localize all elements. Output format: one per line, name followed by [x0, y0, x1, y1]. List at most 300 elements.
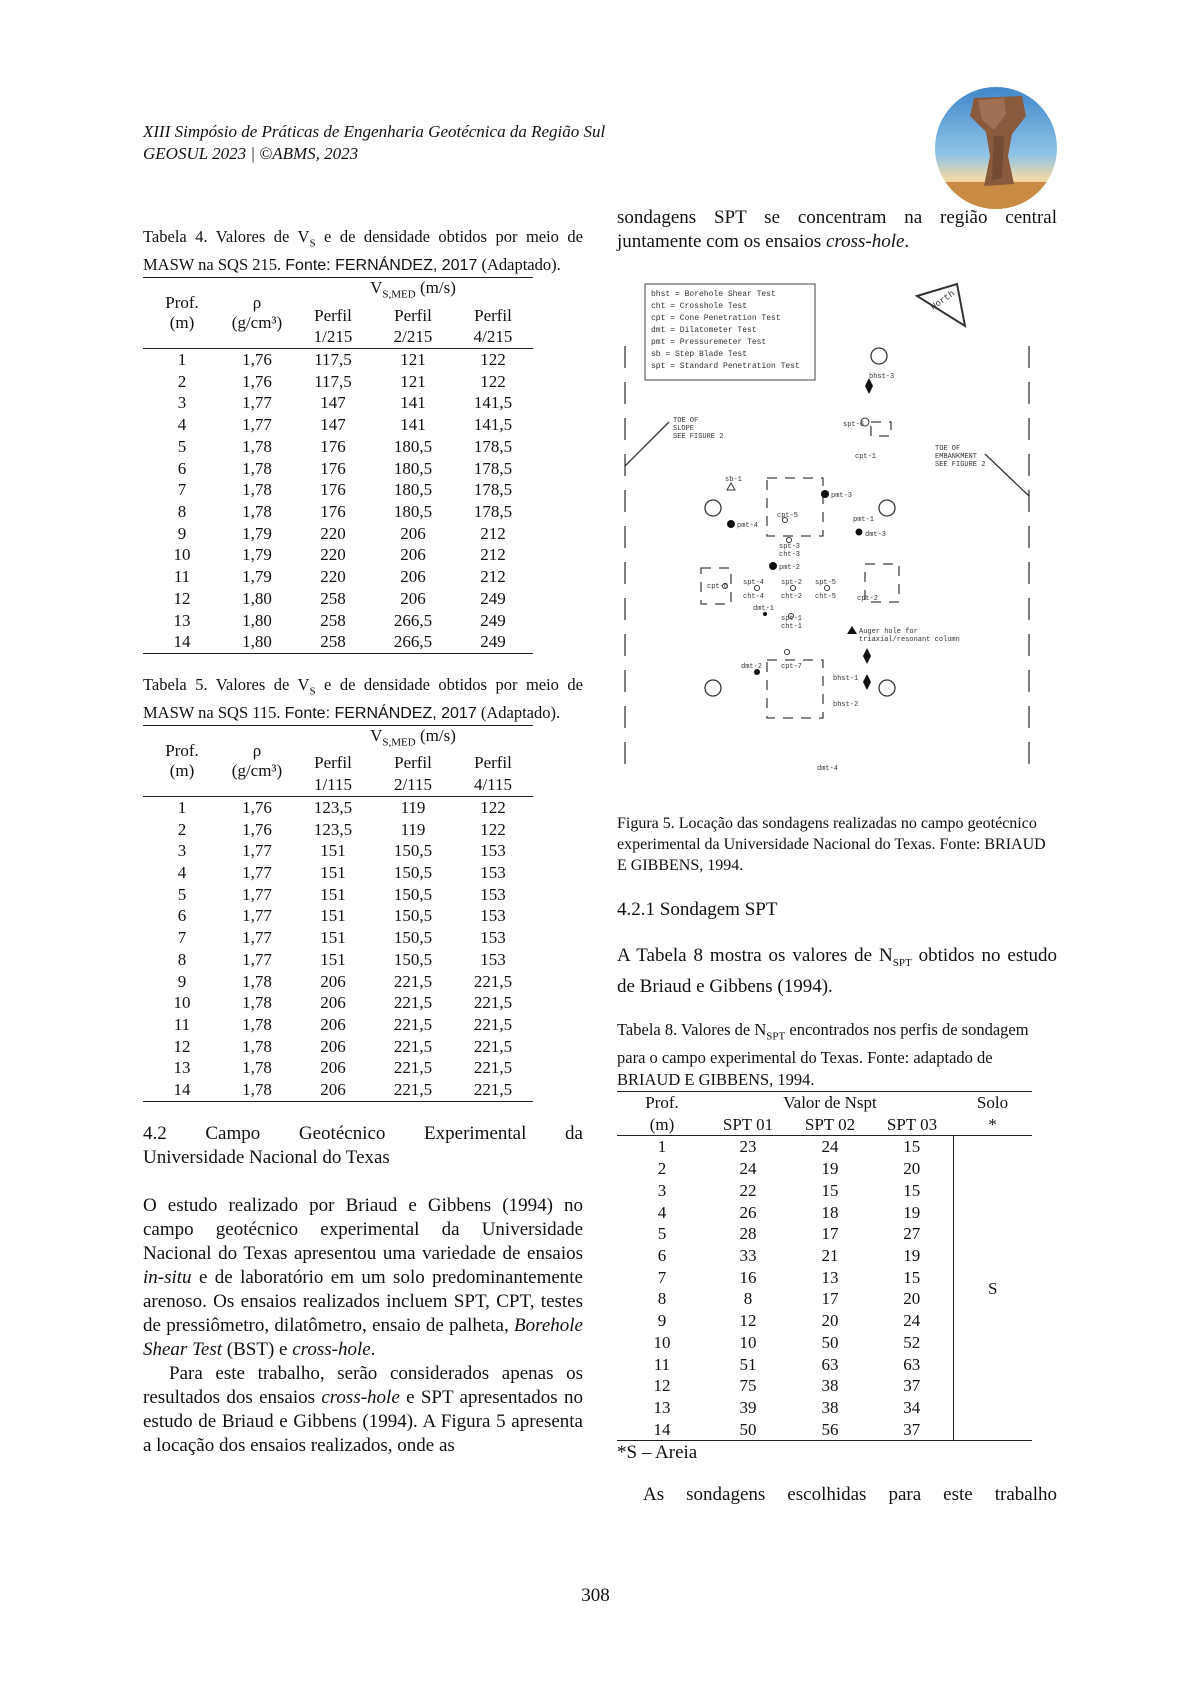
legend-item: cht = Crosshole Test — [651, 302, 748, 311]
table-row — [143, 819, 533, 841]
table-cell: 1,77 — [242, 949, 272, 969]
table-cell: 153 — [480, 863, 506, 883]
table-cell: 180,5 — [393, 436, 433, 456]
table-cell: 151 — [320, 884, 346, 904]
table-cell: 1,80 — [242, 610, 272, 630]
table-cell: 15 — [903, 1137, 921, 1157]
table-cell: 212 — [480, 545, 506, 565]
table-row — [143, 927, 533, 949]
svg-text:TOE OF: TOE OF — [935, 445, 961, 453]
table-cell: 1,78 — [242, 1080, 272, 1100]
table-cell: 121 — [400, 350, 426, 370]
table-header: 1/215 — [313, 327, 353, 347]
table-cell: 220 — [320, 523, 346, 543]
table-cell: 15 — [903, 1267, 921, 1287]
svg-text:pmt-2: pmt-2 — [779, 564, 801, 572]
table-cell: 2 — [657, 1159, 667, 1179]
table-header: Prof. (m) — [165, 741, 199, 781]
table-cell: 1,77 — [242, 841, 272, 861]
table-cell: 151 — [320, 906, 346, 926]
table-cell: 63 — [903, 1354, 921, 1374]
svg-text:bhst-1: bhst-1 — [833, 675, 859, 683]
table-header: Perfil — [314, 753, 352, 773]
table-row — [143, 631, 533, 653]
legend-item: sb = Step Blade Test — [651, 350, 748, 359]
table-cell: 1 — [657, 1137, 667, 1157]
table-cell: 1,77 — [242, 415, 272, 435]
table-cell: 153 — [480, 884, 506, 904]
table-row — [143, 992, 533, 1014]
svg-text:EMBANKMENT: EMBANKMENT — [935, 453, 978, 461]
table-5 — [143, 725, 533, 1102]
svg-text:bhst-2: bhst-2 — [833, 701, 859, 709]
table-cell: 28 — [739, 1224, 757, 1244]
table-cell: 150,5 — [393, 884, 433, 904]
table-row — [143, 371, 533, 393]
section-4-2-1-heading: 4.2.1 Sondagem SPT — [617, 899, 778, 920]
table-header: Perfil — [394, 305, 432, 325]
table-cell: 150,5 — [393, 841, 433, 861]
table-row — [143, 862, 533, 884]
table-cell: 258 — [320, 632, 346, 652]
table-cell: 13 — [653, 1397, 671, 1417]
svg-text:cht-5: cht-5 — [815, 593, 837, 601]
svg-text:cht-3: cht-3 — [779, 551, 801, 559]
table-cell: 39 — [739, 1397, 757, 1417]
table-cell: 1,78 — [242, 480, 272, 500]
table-cell: 153 — [480, 949, 506, 969]
table-cell: 50 — [821, 1332, 839, 1352]
table-cell: 1,78 — [242, 501, 272, 521]
table-cell: 24 — [903, 1311, 921, 1331]
table-header: Perfil — [314, 305, 352, 325]
table-cell: 1,76 — [242, 371, 272, 391]
table-header: (m) — [649, 1114, 675, 1134]
probe-labels — [707, 373, 960, 773]
table-cell: 1,77 — [242, 884, 272, 904]
table-cell: 141,5 — [473, 393, 513, 413]
table-cell: 151 — [320, 949, 346, 969]
table-cell: 1,77 — [242, 863, 272, 883]
svg-text:pmt-1: pmt-1 — [853, 516, 875, 524]
table-cell: 150,5 — [393, 949, 433, 969]
table-cell: 258 — [320, 588, 346, 608]
table-cell: 220 — [320, 567, 346, 587]
table-row — [143, 414, 533, 436]
table-cell: 50 — [739, 1419, 757, 1439]
table-cell: 206 — [320, 1036, 346, 1056]
svg-text:sb-1: sb-1 — [725, 476, 742, 484]
table-cell: 24 — [739, 1159, 757, 1179]
table-cell: 27 — [903, 1224, 921, 1244]
table-cell: 220 — [320, 545, 346, 565]
table-cell: 119 — [400, 819, 426, 839]
table-5-body — [143, 796, 533, 1101]
table-cell: 10 — [173, 993, 191, 1013]
table-cell: 26 — [739, 1202, 757, 1222]
table-cell: 206 — [320, 1015, 346, 1034]
table-cell: 8 — [177, 501, 187, 521]
table-cell: 34 — [903, 1397, 921, 1417]
table-cell: 206 — [320, 971, 346, 991]
table-cell: 38 — [821, 1376, 839, 1396]
table-cell: 13 — [173, 610, 191, 630]
legend-item: pmt = Pressuremeter Test — [651, 338, 767, 347]
table-cell: 178,5 — [473, 458, 513, 478]
table-cell: 150,5 — [393, 928, 433, 948]
table-cell: 151 — [320, 863, 346, 883]
table-header: Perfil — [474, 753, 512, 773]
table-4 — [143, 277, 533, 654]
table-row — [143, 588, 533, 610]
table-cell: 221,5 — [393, 1036, 433, 1056]
table-cell: 180,5 — [393, 458, 433, 478]
figure-5-site-plan — [617, 276, 1047, 798]
table-5-caption: Tabela 5. Valores de $V_S$ e de densidade obtidos por meio de MASW na SQS 115. Fonte: FERNÁNDEZ, 2017 (Adaptado). — [143, 674, 583, 723]
table-cell: 206 — [320, 993, 346, 1013]
table-cell: 4 — [177, 415, 187, 435]
conference-logo — [934, 86, 1058, 210]
table-cell: 1,78 — [242, 1058, 272, 1078]
header-line-2: GEOSUL 2023 | ©ABMS, 2023 — [143, 144, 359, 163]
table-cell: 176 — [320, 436, 346, 456]
table-cell: 153 — [480, 906, 506, 926]
figure-5-caption: Figura 5. Locação das sondagens realizadas no campo geotécnico experimental da Universidade Nacional do Texas. Fonte: BRIAUD E GIBBENS, 1994. — [617, 815, 1046, 874]
table-cell: 16 — [739, 1267, 757, 1287]
table-row — [143, 884, 533, 906]
table-cell: 141,5 — [473, 415, 513, 435]
svg-text:cpt-1: cpt-1 — [855, 453, 877, 461]
table-cell: 38 — [821, 1397, 839, 1417]
legend-item: dmt = Dilatometer Test — [651, 326, 757, 335]
paragraph-4: As sondagens escolhidas para este trabalho — [643, 1484, 1057, 1506]
table-cell: 13 — [173, 1058, 191, 1078]
svg-text:SLOPE: SLOPE — [673, 425, 695, 433]
table-header: Solo — [976, 1092, 1009, 1112]
svg-text:spt-6: spt-6 — [843, 421, 865, 429]
table-cell: 7 — [177, 928, 187, 948]
table-header: 4/115 — [473, 775, 513, 795]
table-8-body — [617, 1136, 1032, 1441]
table-cell: 121 — [400, 371, 426, 391]
table-cell: 11 — [653, 1354, 671, 1374]
table-cell: 75 — [739, 1376, 757, 1396]
table-cell: 7 — [657, 1267, 667, 1287]
table-cell: 12 — [739, 1311, 757, 1331]
table-cell: 1,77 — [242, 906, 272, 926]
table-header: SPT 03 — [886, 1114, 938, 1134]
table-cell: 221,5 — [473, 993, 513, 1013]
table-cell: 122 — [480, 350, 506, 370]
table-cell: 51 — [739, 1354, 757, 1374]
table-cell: 13 — [821, 1267, 839, 1287]
table-cell: 8 — [657, 1289, 667, 1309]
table-cell: 178,5 — [473, 436, 513, 456]
table-row — [143, 501, 533, 523]
table-cell: 206 — [320, 1080, 346, 1100]
svg-text:North: North — [928, 288, 957, 313]
table-cell: 6 — [177, 906, 187, 926]
table-cell: 221,5 — [393, 1080, 433, 1100]
table-row — [143, 949, 533, 971]
svg-text:Auger hole for: Auger hole for — [859, 628, 918, 636]
table-cell: 2 — [177, 371, 187, 391]
svg-text:TOE OF: TOE OF — [673, 417, 699, 425]
table-cell: 20 — [903, 1289, 921, 1309]
table-cell: 122 — [480, 819, 506, 839]
table-8 — [617, 1091, 1032, 1441]
table-header: SPT 01 — [722, 1114, 774, 1134]
section-4-2-heading: 4.2 Campo Geotécnico Experimental da Universidade Nacional do Texas — [143, 1122, 583, 1168]
table-cell: 221,5 — [473, 1080, 513, 1100]
table-row — [143, 1057, 533, 1079]
table-cell: 1,77 — [242, 928, 272, 948]
svg-text:pmt-4: pmt-4 — [737, 522, 759, 530]
table-cell: 180,5 — [393, 480, 433, 500]
paragraph-3: A Tabela 8 mostra os valores de $N_{SPT}$ obtidos no estudo de Briaud e Gibbens (1994). — [617, 945, 1057, 997]
table-cell: 15 — [821, 1180, 839, 1200]
table-header: * — [988, 1114, 997, 1134]
svg-text:triaxial/resonant column: triaxial/resonant column — [859, 636, 960, 644]
table-cell: 19 — [903, 1202, 921, 1222]
table-header: ρ (g/cm³) — [231, 293, 283, 333]
table-cell: 21 — [821, 1245, 839, 1265]
table-cell: 1,79 — [242, 545, 272, 565]
table-cell: 221,5 — [473, 1036, 513, 1056]
table-cell: 266,5 — [393, 610, 433, 630]
table-cell: 2 — [177, 819, 187, 839]
table-cell: 8 — [177, 949, 187, 969]
svg-text:SEE FIGURE 2: SEE FIGURE 2 — [935, 461, 986, 469]
table-row — [617, 1136, 1032, 1158]
table-cell: 1 — [177, 797, 187, 817]
table-cell: 52 — [903, 1332, 921, 1352]
table-cell: 122 — [480, 371, 506, 391]
table-cell: 249 — [480, 610, 506, 630]
table-cell: 24 — [821, 1137, 839, 1157]
table-cell: 258 — [320, 610, 346, 630]
svg-text:dmt-4: dmt-4 — [817, 765, 839, 773]
table-cell: 10 — [653, 1332, 671, 1352]
table-group-header: $V_{S,MED}$ (m/s) — [370, 278, 456, 301]
svg-text:cpt-2: cpt-2 — [857, 595, 879, 603]
table-cell: 147 — [320, 393, 346, 413]
table-cell: 1,78 — [242, 436, 272, 456]
table-header: 4/215 — [473, 327, 513, 347]
table-cell: 37 — [903, 1376, 921, 1396]
table-cell: 1,78 — [242, 458, 272, 478]
table-cell: 11 — [173, 1015, 191, 1034]
soil-type-cell: S — [953, 1136, 1032, 1441]
table-cell: 153 — [480, 928, 506, 948]
table-cell: 14 — [173, 1080, 191, 1100]
table-group-header: Valor de Nspt — [783, 1092, 877, 1112]
table-cell: 119 — [400, 797, 426, 817]
table-cell: 1,80 — [242, 632, 272, 652]
table-cell: 4 — [657, 1202, 667, 1222]
page-number: 308 — [581, 1585, 610, 1606]
table-cell: 12 — [173, 588, 191, 608]
table-cell: 151 — [320, 841, 346, 861]
table-cell: 212 — [480, 567, 506, 587]
toe-of-slope-note — [625, 417, 723, 466]
table-header: ρ (g/cm³) — [231, 741, 283, 781]
table-cell: 17 — [821, 1289, 839, 1309]
svg-text:cht-4: cht-4 — [743, 593, 765, 601]
table-row — [143, 458, 533, 480]
table-cell: 206 — [400, 523, 426, 543]
svg-text:spt-2: spt-2 — [781, 579, 803, 587]
north-arrow-icon — [917, 284, 965, 326]
table-cell: 176 — [320, 480, 346, 500]
svg-text:spt-5: spt-5 — [815, 579, 837, 587]
table-cell: 23 — [739, 1137, 757, 1157]
table-cell: 56 — [821, 1419, 839, 1439]
table-cell: 221,5 — [393, 1058, 433, 1078]
svg-text:dmt-3: dmt-3 — [865, 531, 887, 539]
paragraph-1: O estudo realizado por Briaud e Gibbens (1994) no campo geotécnico experimental da Universidade Nacional do Texas apresentou uma variedade de ensaios in-situ e de laboratório em um solo predominantemente arenoso. Os ensaios realizados incluem SPT, CPT, testes de pressiômetro, dilatômetro, ensaio de palheta, Borehole Shear Test (BST) e cross-hole. — [143, 1194, 583, 1360]
table-row — [143, 479, 533, 501]
table-cell: 1 — [177, 350, 187, 370]
table-row — [143, 796, 533, 818]
table-row — [143, 1036, 533, 1058]
table-cell: 221,5 — [393, 971, 433, 991]
table-row — [143, 971, 533, 993]
table-header: 2/115 — [393, 775, 433, 795]
table-cell: 1,78 — [242, 993, 272, 1013]
svg-text:cpt-6: cpt-6 — [707, 583, 729, 591]
table-cell: 8 — [743, 1289, 753, 1309]
svg-text:cht-1: cht-1 — [781, 623, 803, 631]
table-cell: 14 — [653, 1419, 671, 1439]
table-row — [143, 610, 533, 632]
table-cell: 123,5 — [313, 819, 353, 839]
table-cell: 37 — [903, 1419, 921, 1439]
table-cell: 212 — [480, 523, 506, 543]
table-cell: 63 — [821, 1354, 839, 1374]
table-cell: 249 — [480, 588, 506, 608]
table-row — [143, 1014, 533, 1036]
table-cell: 221,5 — [393, 993, 433, 1013]
table-cell: 176 — [320, 458, 346, 478]
table-cell: 1,78 — [242, 1036, 272, 1056]
svg-text:pmt-3: pmt-3 — [831, 492, 853, 500]
svg-text:bhst-3: bhst-3 — [869, 373, 895, 381]
table-cell: 1,78 — [242, 971, 272, 991]
table-row — [143, 523, 533, 545]
table-8-caption: Tabela 8. Valores de $N_{SPT}$ encontrados nos perfis de sondagem para o campo experimental do Texas. Fonte: adaptado de BRIAUD E GIBBENS, 1994. — [617, 1019, 1029, 1090]
table-cell: 19 — [903, 1245, 921, 1265]
table-cell: 3 — [177, 393, 187, 413]
table-cell: 20 — [821, 1311, 839, 1331]
table-header: Prof. — [645, 1092, 679, 1112]
table-cell: 1,78 — [242, 1015, 272, 1034]
table-row — [143, 544, 533, 566]
table-cell: 1,76 — [242, 797, 272, 817]
table-cell: 1,76 — [242, 819, 272, 839]
right-column — [617, 206, 1057, 1507]
table-cell: 14 — [173, 632, 191, 652]
table-cell: 117,5 — [314, 371, 352, 391]
table-row — [143, 905, 533, 927]
table-cell: 206 — [400, 567, 426, 587]
left-column — [143, 226, 583, 1458]
table-cell: 15 — [903, 1180, 921, 1200]
table-cell: 11 — [173, 567, 191, 587]
table-header: Perfil — [394, 753, 432, 773]
table-4-caption: Tabela 4. Valores de $V_S$ e de densidade obtidos por meio de MASW na SQS 215. Fonte: FERNÁNDEZ, 2017 (Adaptado). — [143, 227, 583, 275]
table-cell: 221,5 — [393, 1015, 433, 1034]
table-cell: 9 — [657, 1311, 667, 1331]
table-cell: 1,77 — [242, 393, 272, 413]
table-header: Perfil — [474, 305, 512, 325]
svg-text:SEE FIGURE 2: SEE FIGURE 2 — [673, 433, 724, 441]
svg-text:cpt-5: cpt-5 — [777, 512, 799, 520]
table-row — [143, 349, 533, 371]
table-cell: 123,5 — [313, 797, 353, 817]
table-row — [143, 840, 533, 862]
legend-item: spt = Standard Penetration Test — [651, 362, 800, 371]
table-header: SPT 02 — [804, 1114, 856, 1134]
table-header: 1/115 — [313, 775, 353, 795]
table-cell: 17 — [821, 1224, 839, 1244]
table-cell: 7 — [177, 480, 187, 500]
table-cell: 4 — [177, 863, 187, 883]
table-cell: 9 — [177, 523, 187, 543]
table-cell: 206 — [320, 1058, 346, 1078]
svg-text:spt-1: spt-1 — [781, 615, 803, 623]
svg-text:dmt-1: dmt-1 — [753, 605, 775, 613]
table-group-header: $V_{S,MED}$ (m/s) — [370, 726, 456, 749]
table-cell: 18 — [821, 1202, 839, 1222]
svg-text:spt-4: spt-4 — [743, 579, 765, 587]
table-cell: 150,5 — [393, 863, 433, 883]
table-row — [143, 392, 533, 414]
table-cell: 141 — [400, 415, 426, 435]
table-cell: 12 — [653, 1376, 671, 1396]
legend-item: cpt = Cone Penetration Test — [651, 314, 781, 323]
table-cell: 176 — [320, 501, 346, 521]
svg-text:dmt-2: dmt-2 — [741, 663, 763, 671]
table-cell: 5 — [657, 1224, 667, 1244]
table-header: 2/215 — [393, 327, 433, 347]
table-cell: 150,5 — [393, 906, 433, 926]
table-cell: 33 — [739, 1245, 757, 1265]
table-cell: 221,5 — [473, 971, 513, 991]
table-cell: 178,5 — [473, 480, 513, 500]
table-cell: 19 — [821, 1159, 839, 1179]
table-row — [143, 1079, 533, 1101]
svg-text:cht-2: cht-2 — [781, 593, 803, 601]
table-cell: 153 — [480, 841, 506, 861]
table-cell: 1,79 — [242, 567, 272, 587]
table-cell: 1,79 — [242, 523, 272, 543]
table-cell: 6 — [657, 1245, 667, 1265]
table-cell: 206 — [400, 588, 426, 608]
table-cell: 3 — [177, 841, 187, 861]
table-cell: 9 — [177, 971, 187, 991]
table-cell: 122 — [480, 797, 506, 817]
paragraph-2: Para este trabalho, serão considerados apenas os resultados dos ensaios cross-hole e SPT apresentados no estudo de Briaud e Gibbens (1994). A Figura 5 apresenta a locação dos ensaios realizados, onde as — [143, 1362, 583, 1456]
table-cell: 178,5 — [473, 501, 513, 521]
table-cell: 141 — [400, 393, 426, 413]
table-cell: 12 — [173, 1036, 191, 1056]
svg-text:cpt-7: cpt-7 — [781, 663, 803, 671]
svg-text:spt-3: spt-3 — [779, 543, 801, 551]
table-header: Prof. (m) — [165, 293, 199, 333]
table-cell: 5 — [177, 884, 187, 904]
table-cell: 117,5 — [314, 350, 352, 370]
